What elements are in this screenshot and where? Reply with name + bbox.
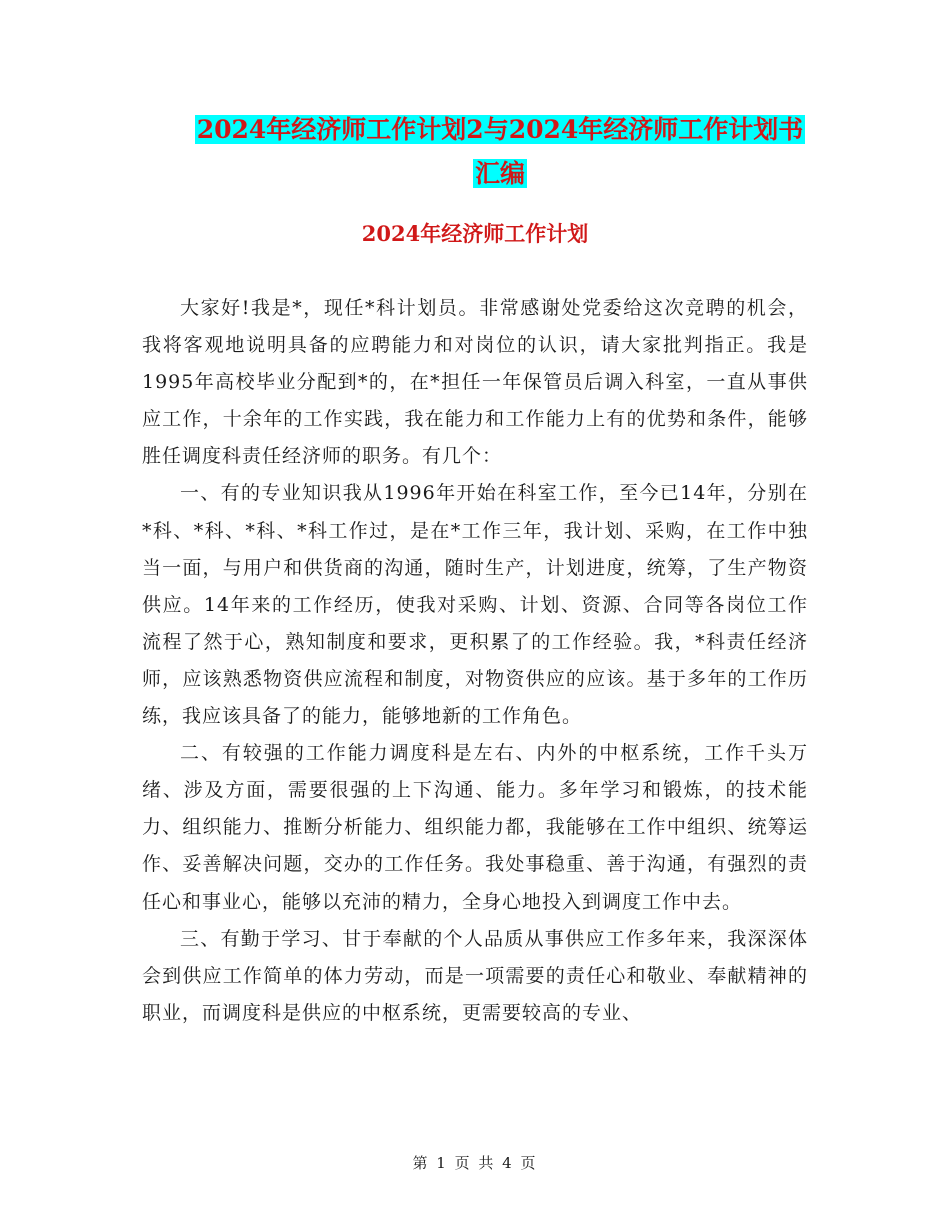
section-title: 2024年经济师工作计划	[361, 221, 589, 246]
document-title-line2: 汇编	[474, 159, 525, 188]
body-text	[142, 290, 808, 1032]
page-footer: 第 1 页 共 4 页	[412, 1154, 538, 1172]
document-title-line1: 2024年经济师工作计划2与2024年经济师工作计划书	[196, 115, 804, 144]
document-title	[150, 108, 850, 196]
paragraph-point-1: 一、有的专业知识我从1996年开始在科室工作，至今已14年，分别在*科、*科、*科、*科工作过，是在*工作三年，我计划、采购，在工作中独当一面，与用户和供货商的沟通，随时生产，计划进度，统筹，了生产物资供应。14年来的工作经历，使我对采购、计划、资源、合同等各岗位工作流程了然于心，熟知制度和要求，更积累了的工作经验。我，*科责任经济师，应该熟悉物资供应流程和制度，对物资供应的应该。基于多年的工作历练，我应该具备了的能力，能够地新的工作角色。	[142, 482, 808, 728]
paragraph-point-3: 三、有勤于学习、甘于奉献的个人品质从事供应工作多年来，我深深体会到供应工作简单的体力劳动，而是一项需要的责任心和敬业、奉献精神的职业，而调度科是供应的中枢系统，更需要较高的专业、	[142, 927, 808, 1024]
paragraph-intro: 大家好!我是*，现任*科计划员。非常感谢处党委给这次竞聘的机会，我将客观地说明具备的应聘能力和对岗位的认识，请大家批判指正。我是1995年高校毕业分配到*的，在*担任一年保管员后调入科室，一直从事供应工作，十余年的工作实践，我在能力和工作能力上有的优势和条件，能够胜任调度科责任经济师的职务。有几个：	[142, 297, 808, 468]
paragraph-point-2: 二、有较强的工作能力调度科是左右、内外的中枢系统，工作千头万绪、涉及方面，需要很强的上下沟通、能力。多年学习和锻炼，的技术能力、组织能力、推断分析能力、组织能力都，我能够在工作中组织、统筹运作、妥善解决问题，交办的工作任务。我处事稳重、善于沟通，有强烈的责任心和事业心，能够以充沛的精力，全身心地投入到调度工作中去。	[142, 742, 808, 913]
